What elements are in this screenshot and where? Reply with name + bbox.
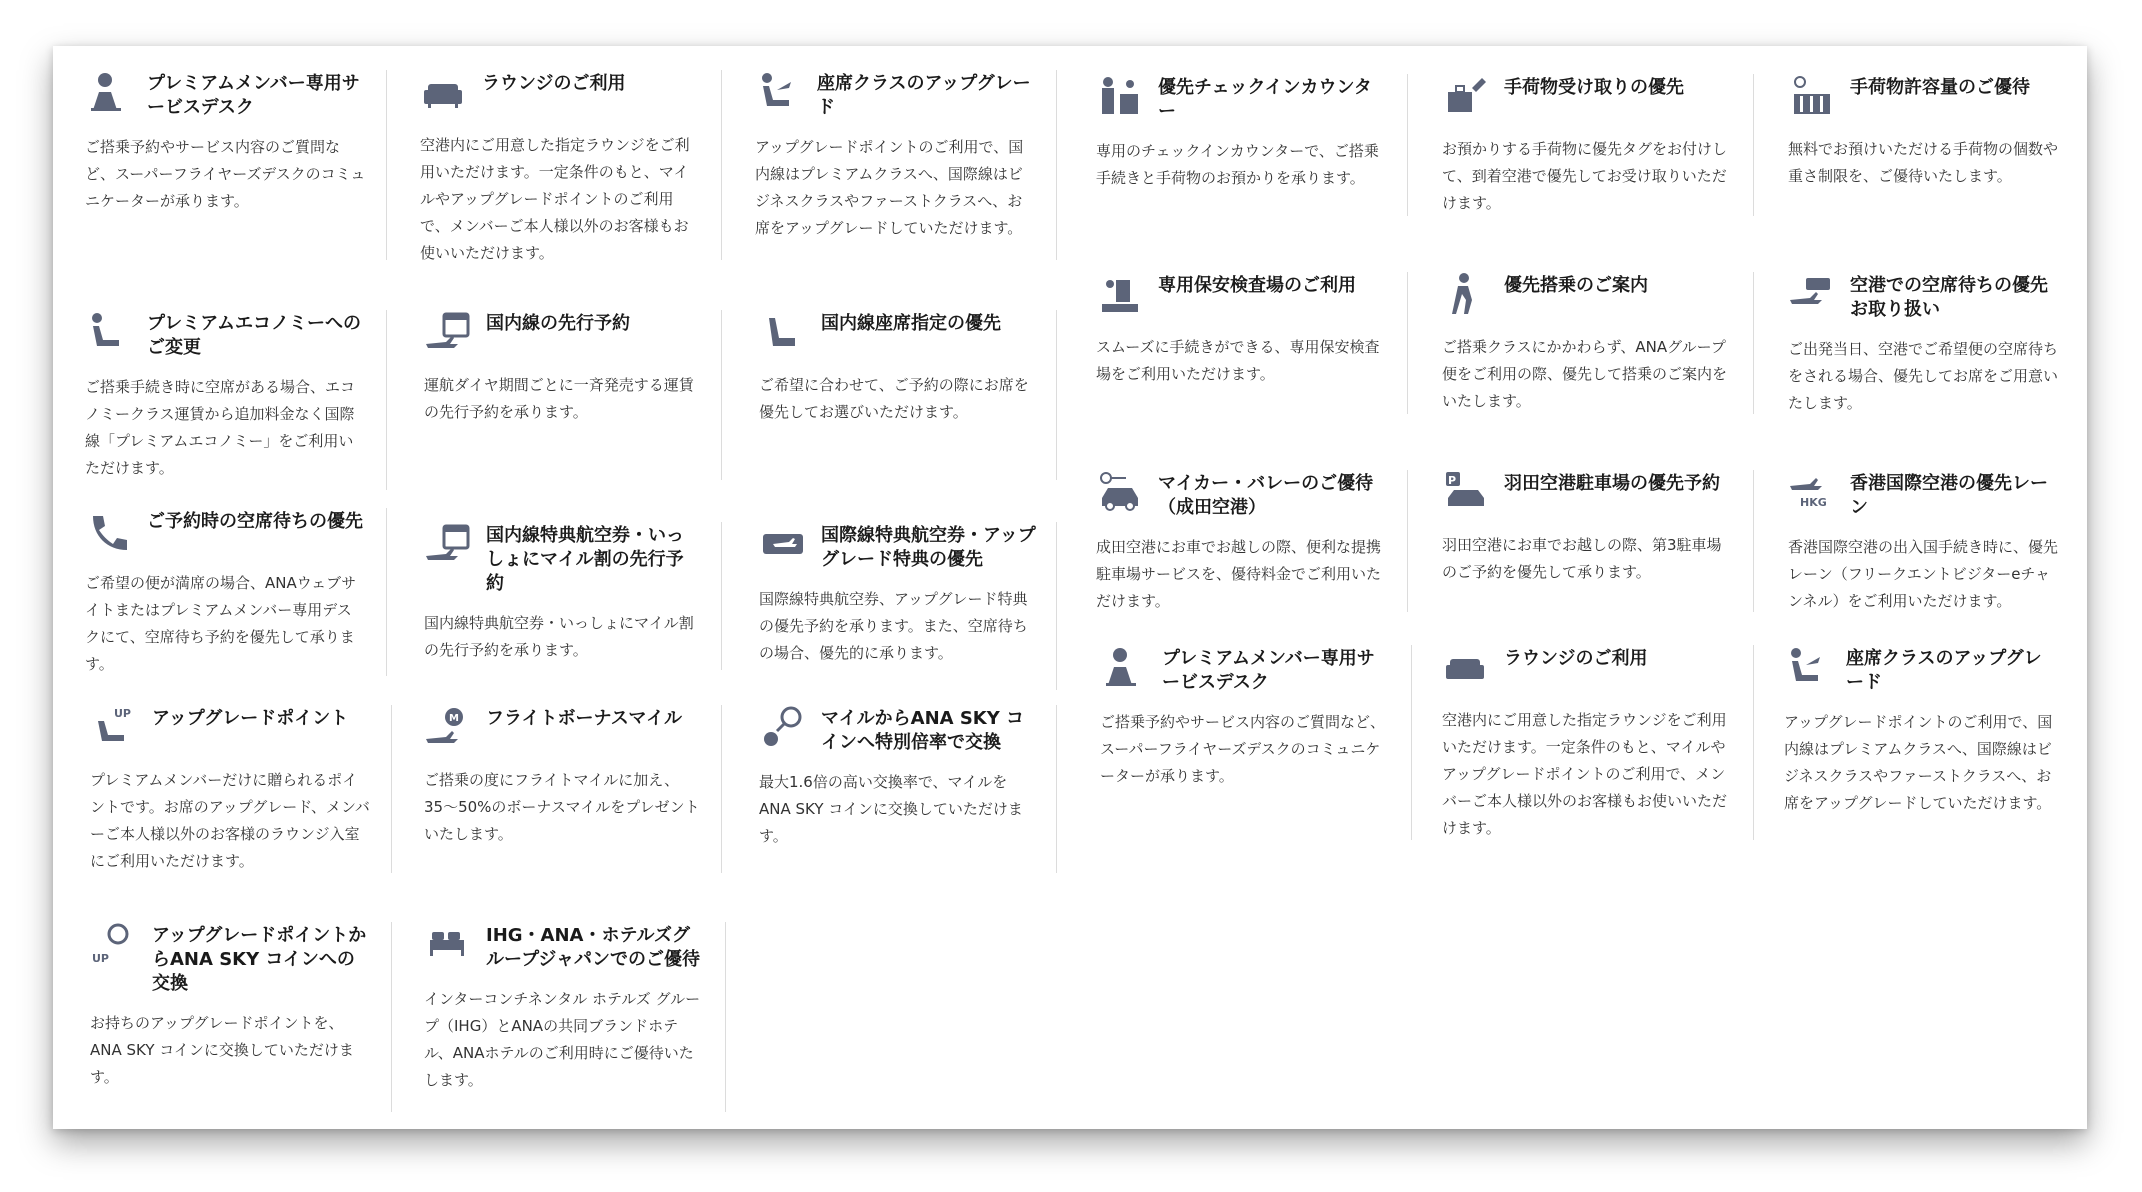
up-coin-icon xyxy=(90,920,140,970)
benefit-item xyxy=(424,922,726,1112)
benefit-desc: 専用のチェックインカウンターで、ご搭乗手続きと手荷物のお預かりを承ります。 xyxy=(1096,142,1379,187)
benefit-desc: 成田空港にお車でお越しの際、便利な提携駐車場サービスを、優待料金でご利用いただけます。 xyxy=(1096,538,1382,610)
benefit-desc: 無料でお預けいただける手荷物の個数や重さ制限を、ご優待いたします。 xyxy=(1788,140,2059,185)
upgrade-point-icon xyxy=(90,703,140,753)
benefit-item xyxy=(1442,645,1754,840)
benefit-desc: ご搭乗予約やサービス内容のご質問など、スーパーフライヤーズデスクのコミュニケーターが承ります。 xyxy=(85,138,366,210)
benefit-item xyxy=(85,70,387,260)
benefit-item xyxy=(759,522,1057,690)
benefit-item xyxy=(424,310,722,480)
benefit-desc: ご搭乗クラスにかかわらず、ANAグループ便をご利用の際、優先して搭乗のご案内をいたします。 xyxy=(1442,338,1728,410)
benefit-item xyxy=(1096,74,1408,216)
benefit-item xyxy=(424,705,722,873)
benefit-item xyxy=(1100,645,1412,840)
calendar-plane-icon xyxy=(424,308,474,358)
benefit-desc: ご希望の便が満席の場合、ANAウェブサイトまたはプレミアムメンバー専用デスクにて、空席待ち予約を優先して承ります。 xyxy=(85,574,357,673)
benefit-title: IHG・ANA・ホテルズグループジャパンでのご優待 xyxy=(486,925,701,970)
hkg-icon xyxy=(1788,468,1838,518)
benefit-desc: ご搭乗予約やサービス内容のご質問など、スーパーフライヤーズデスクのコミュニケーターが承ります。 xyxy=(1100,713,1386,785)
concierge-icon xyxy=(1100,643,1150,693)
benefit-item xyxy=(755,70,1057,260)
benefit-title: 国内線座席指定の優先 xyxy=(821,313,1001,334)
benefit-desc: インターコンチネンタル ホテルズ グループ（IHG）とANAの共同ブランドホテル、ANAホテルのご利用時にご優待いたします。 xyxy=(424,990,701,1089)
benefit-item xyxy=(1442,470,1754,612)
benefit-desc: アップグレードポイントのご利用で、国内線はプレミアムクラスへ、国際線はビジネスクラスやファーストクラスへ、お席をアップグレードしていただけます。 xyxy=(1784,713,2053,812)
benefit-desc: プレミアムメンバーだけに贈られるポイントです。お席のアップグレード、メンバーご本人様以外のお客様のラウンジ入室にご利用いただけます。 xyxy=(90,771,370,870)
calendar-plane-icon xyxy=(424,520,474,570)
benefit-desc: 羽田空港にお車でお越しの際、第3駐車場のご予約を優先して承ります。 xyxy=(1442,536,1722,581)
benefit-item xyxy=(759,705,1057,873)
benefit-desc: 国内線特典航空券・いっしょにマイル割の先行予約を承ります。 xyxy=(424,614,694,659)
benefit-desc: お持ちのアップグレードポイントを、ANA SKY コインに交換していただけます。 xyxy=(90,1014,354,1086)
benefit-title: 座席クラスのアップグレード xyxy=(1846,648,2042,693)
seat-icon xyxy=(759,308,809,358)
benefit-desc: ご出発当日、空港でご希望便の空席待ちをされる場合、優先してお席をご用意いたします。 xyxy=(1788,340,2059,412)
benefit-title: マイカー・バレーのご優待（成田空港） xyxy=(1158,473,1374,518)
benefit-desc: ご搭乗の度にフライトマイルに加え、35〜50%のボーナスマイルをプレゼントいたします。 xyxy=(424,771,700,843)
svg-text:UP: UP xyxy=(114,707,131,720)
benefit-desc: アップグレードポイントのご利用で、国内線はプレミアムクラスへ、国際線はビジネスクラスやファーストクラスへ、お席をアップグレードしていただけます。 xyxy=(755,138,1024,237)
benefit-item xyxy=(85,508,387,676)
benefit-title: 国内線特典航空券・いっしょにマイル割の先行予約 xyxy=(486,525,684,594)
sofa-icon xyxy=(1442,643,1492,693)
benefit-title: マイルからANA SKY コインへ特別倍率で交換 xyxy=(821,708,1025,753)
benefit-title: 国際線特典航空券・アップグレード特典の優先 xyxy=(821,525,1036,570)
parking-icon xyxy=(1442,468,1492,518)
benefit-desc: スムーズに手続きができる、専用保安検査場をご利用いただけます。 xyxy=(1096,338,1380,383)
benefit-title: フライトボーナスマイル xyxy=(486,708,683,729)
seat-icon xyxy=(85,308,135,358)
coin-exchange-icon xyxy=(759,703,809,753)
benefit-title: 専用保安検査場のご利用 xyxy=(1158,275,1356,296)
benefit-item xyxy=(424,522,722,670)
benefit-desc: 香港国際空港の出入国手続き時に、優先レーン（フリークエントビジターeチャンネル）をご利用いただけます。 xyxy=(1788,538,2059,610)
benefit-desc: ご希望に合わせて、ご予約の際にお席を優先してお選びいただけます。 xyxy=(759,376,1029,421)
sofa-icon xyxy=(420,68,470,118)
svg-text:UP: UP xyxy=(92,952,109,965)
benefit-item xyxy=(90,922,392,1112)
benefit-title: プレミアムメンバー専用サービスデスク xyxy=(1162,648,1375,693)
benefit-title: ラウンジのご利用 xyxy=(482,73,626,94)
benefit-title: プレミアムメンバー専用サービスデスク xyxy=(147,73,360,118)
benefit-title: ラウンジのご利用 xyxy=(1504,648,1648,669)
baggage-allowance-icon xyxy=(1788,72,1838,122)
ticket-icon xyxy=(759,520,809,570)
bed-icon xyxy=(424,920,474,970)
plane-ticket-icon xyxy=(1788,270,1838,320)
benefit-title: 羽田空港駐車場の優先予約 xyxy=(1504,473,1720,494)
benefit-desc: 空港内にご用意した指定ラウンジをご利用いただけます。一定条件のもと、マイルやアップグレードポイントのご利用で、メンバーご本人様以外のお客様もお使いいただけます。 xyxy=(1442,711,1728,837)
phone-icon xyxy=(85,506,135,556)
benefit-title: 優先チェックインカウンター xyxy=(1158,77,1372,122)
seat-upgrade-icon xyxy=(755,68,805,118)
benefit-desc: お預かりする手荷物に優先タグをお付けして、到着空港で優先してお受け取りいただけます。 xyxy=(1442,140,1728,212)
benefit-desc: 最大1.6倍の高い交換率で、マイルをANA SKY コインに交換していただけます。 xyxy=(759,773,1023,845)
benefit-item xyxy=(85,310,387,490)
seat-upgrade-icon xyxy=(1784,643,1834,693)
benefit-item xyxy=(1788,74,2078,216)
benefit-title: 空港での空席待ちの優先お取り扱い xyxy=(1850,275,2048,320)
benefit-title: 手荷物受け取りの優先 xyxy=(1504,77,1684,98)
concierge-icon xyxy=(85,68,135,118)
svg-text:HKG: HKG xyxy=(1800,496,1827,509)
benefit-item xyxy=(1788,470,2078,612)
benefit-title: ご予約時の空席待ちの優先 xyxy=(147,511,363,532)
benefit-item xyxy=(90,705,392,873)
benefit-desc: ご搭乗手続き時に空席がある場合、エコノミークラス運賃から追加料金なく国際線「プレミアムエコノミー」をご利用いただけます。 xyxy=(85,378,356,477)
benefit-desc: 空港内にご用意した指定ラウンジをご利用いただけます。一定条件のもと、マイルやアップグレードポイントのご利用で、メンバーご本人様以外のお客様もお使いいただけます。 xyxy=(420,136,690,262)
svg-text:P: P xyxy=(1448,474,1457,487)
baggage-tag-icon xyxy=(1442,72,1492,122)
benefit-title: プレミアムエコノミーへのご変更 xyxy=(147,313,362,358)
benefit-desc: 運航ダイヤ期間ごとに一斉発売する運賃の先行予約を承ります。 xyxy=(424,376,694,421)
benefit-item xyxy=(1788,272,2078,414)
benefit-item xyxy=(759,310,1057,480)
benefit-item xyxy=(420,70,722,260)
benefit-item xyxy=(1442,74,1754,216)
benefit-title: 香港国際空港の優先レーン xyxy=(1850,473,2048,518)
bonus-mile-icon xyxy=(424,703,474,753)
benefit-title: アップグレードポイントからANA SKY コインへの交換 xyxy=(152,925,367,994)
benefit-title: 手荷物許容量のご優待 xyxy=(1850,77,2030,98)
svg-text:M: M xyxy=(449,713,459,724)
benefit-title: 優先搭乗のご案内 xyxy=(1504,275,1648,296)
car-key-icon xyxy=(1096,468,1146,518)
boarding-icon xyxy=(1442,270,1492,320)
benefit-title: アップグレードポイント xyxy=(152,708,349,729)
benefit-item xyxy=(1784,645,2078,840)
benefit-item xyxy=(1096,470,1408,612)
checkin-counter-icon xyxy=(1096,72,1146,122)
benefit-title: 座席クラスのアップグレード xyxy=(817,73,1031,118)
benefit-item xyxy=(1096,272,1408,414)
security-check-icon xyxy=(1096,270,1146,320)
benefit-title: 国内線の先行予約 xyxy=(486,313,630,334)
benefit-item xyxy=(1442,272,1754,414)
benefit-desc: 国際線特典航空券、アップグレード特典の優先予約を承ります。また、空席待ちの場合、優先的に承ります。 xyxy=(759,590,1028,662)
